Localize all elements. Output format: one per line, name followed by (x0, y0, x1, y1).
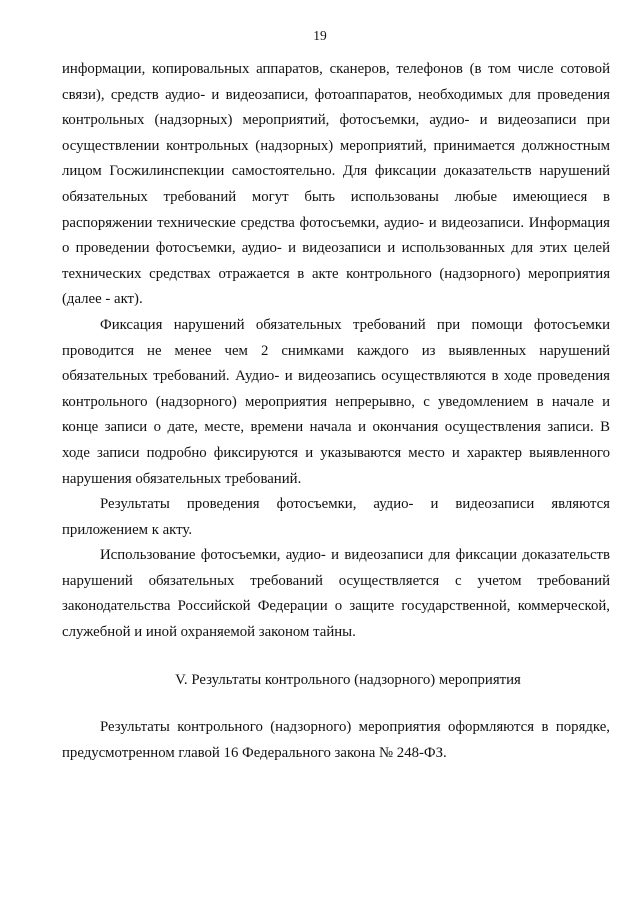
paragraph-equipment-usage: информации, копировальных аппаратов, сканеров, телефонов (в том числе сотовой связи), средств аудио- и видеозаписи, фотоаппаратов, необходимых для проведения контрольных (надзорных) мероприятий, фотосъемки, аудио- и видеозаписи при осуществлении контрольных (надзорных) мероприятий, принимается должностным лицом Госжилинспекции самостоятельно. Для фиксации доказательств нарушений обязательных требований могут быть использованы любые имеющиеся в распоряжении технические средства фотосъемки, аудио- и видеозаписи. Информация о проведении фотосъемки, аудио- и видеозаписи и использованных для этих целей технических средствах отражается в акте контрольного (надзорного) мероприятия (далее - акт). (62, 61, 610, 308)
page-number: 19 (313, 28, 327, 43)
paragraph-photo-fixation: Фиксация нарушений обязательных требований при помощи фотосъемки проводится не менее чем 2 снимками каждого из выявленных нарушений обязательных требований. Аудио- и видеозапись осуществляются в ходе проведения контрольного (надзорного) мероприятия непрерывно, с уведомлением в начале и конце записи о дате, месте, времени начала и окончания осуществления записи. В ходе записи подробно фиксируются и указываются место и характер выявленного нарушения обязательных требований. (62, 316, 610, 487)
section-heading: V. Результаты контрольного (надзорного) мероприятия (175, 671, 521, 688)
paragraph-secrecy-requirements: Использование фотосъемки, аудио- и видеозаписи для фиксации доказательств нарушений обязательных требований осуществляется с учетом требований законодательства Российской Федерации о защите государственной, коммерческой, служебной и иной охраняемой законом тайны. (62, 547, 610, 641)
paragraph-results-registration: Результаты контрольного (надзорного) мероприятия оформляются в порядке, предусмотренном главой 16 Федерального закона № 248-ФЗ. (62, 719, 610, 761)
document-body (62, 57, 610, 766)
paragraph-results-appendix: Результаты проведения фотосъемки, аудио- и видеозаписи являются приложением к акту. (62, 496, 610, 538)
